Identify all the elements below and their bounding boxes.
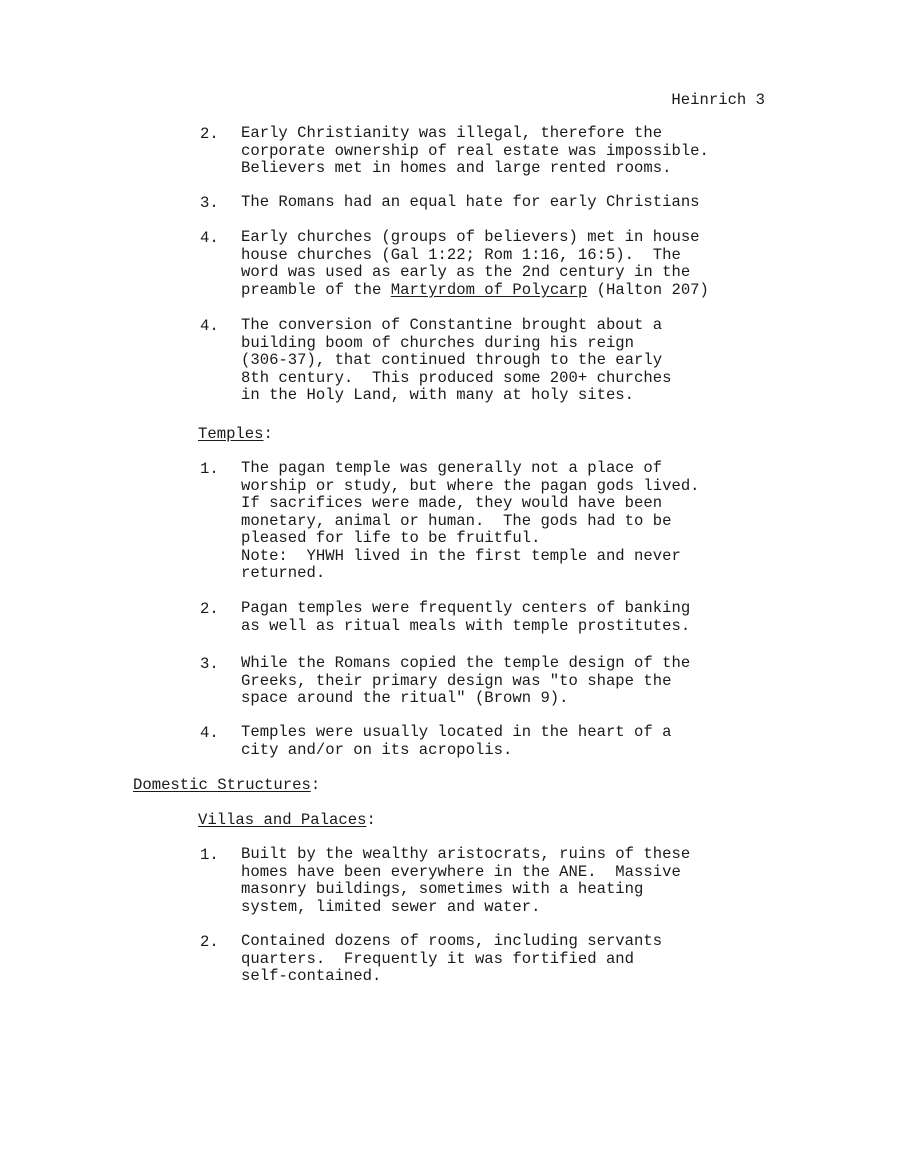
book-title: Martyrdom of Polycarp <box>390 280 588 299</box>
text-segment: preamble of the <box>241 280 391 299</box>
text-line: The Romans had an equal hate for early Christians <box>241 193 700 211</box>
text-line: If sacrifices were made, they would have been <box>241 494 663 512</box>
text-line: The conversion of Constantine brought about a <box>241 316 663 334</box>
item-number: 2. <box>200 933 219 951</box>
text-line: Temples were usually located in the heart of a <box>241 723 672 741</box>
heading-text: Domestic Structures <box>133 776 311 794</box>
text-line: worship or study, but where the pagan gods lived. <box>241 476 700 495</box>
text-line: Early churches (groups of believers) met in house <box>241 228 700 246</box>
item-number: 4. <box>200 229 219 247</box>
text-line: While the Romans copied the temple design of the <box>241 654 691 672</box>
item-text <box>241 229 801 299</box>
item-number: 2. <box>200 125 219 143</box>
item-number: 4. <box>200 724 219 742</box>
item-text <box>241 194 801 212</box>
item-number: 3. <box>200 194 219 212</box>
item-number: 1. <box>200 846 219 864</box>
text-line: The pagan temple was generally not a place of <box>241 459 663 477</box>
item-number: 4. <box>200 317 219 335</box>
text-line: returned. <box>241 564 326 582</box>
text-line: self-contained. <box>241 967 382 985</box>
heading-text: Villas and Palaces <box>198 811 367 829</box>
page-header: Heinrich 3 <box>671 91 765 109</box>
text-line: city and/or on its acropolis. <box>241 740 513 759</box>
text-line: quarters. Frequently it was fortified and <box>241 949 635 968</box>
text-line: as well as ritual meals with temple prostitutes. <box>241 616 691 635</box>
item-text <box>241 933 801 986</box>
item-text <box>241 600 801 635</box>
item-number: 3. <box>200 655 219 673</box>
heading-text: Temples <box>198 425 264 443</box>
heading-colon: : <box>366 811 376 829</box>
heading-colon: : <box>310 776 321 794</box>
text-line: building boom of churches during his reign <box>241 333 635 352</box>
text-line: 8th century. This produced some 200+ churches <box>241 368 672 387</box>
text-line: (306-37), that continued through to the early <box>241 351 663 369</box>
item-text <box>241 460 801 583</box>
text-line <box>241 282 801 300</box>
text-line: Pagan temples were frequently centers of banking <box>241 599 691 617</box>
temples-heading <box>198 425 273 443</box>
text-line: Believers met in homes and large rented rooms. <box>241 159 672 177</box>
item-text <box>241 846 801 916</box>
text-line: Early Christianity was illegal, therefore the <box>241 124 663 142</box>
item-text <box>241 317 801 405</box>
item-text <box>241 724 801 759</box>
text-line: pleased for life to be fruitful. <box>241 529 541 547</box>
item-number: 1. <box>200 460 219 478</box>
item-text <box>241 655 801 708</box>
domestic-structures-heading <box>133 776 320 794</box>
text-line: Built by the wealthy aristocrats, ruins of these <box>241 845 691 863</box>
text-line: homes have been everywhere in the ANE. Massive <box>241 862 681 881</box>
text-line: corporate ownership of real estate was impossible. <box>241 141 709 160</box>
text-line: word was used as early as the 2nd century in the <box>241 263 691 281</box>
text-line: Note: YHWH lived in the first temple and never <box>241 546 681 565</box>
text-line: system, limited sewer and water. <box>241 897 541 916</box>
text-segment: (Halton 207) <box>587 280 709 299</box>
text-line: Greeks, their primary design was "to shape the <box>241 671 672 690</box>
text-line: in the Holy Land, with many at holy sites. <box>241 386 635 404</box>
text-line: masonry buildings, sometimes with a heating <box>241 880 644 898</box>
item-text <box>241 125 801 178</box>
heading-colon: : <box>263 425 273 443</box>
text-line: space around the ritual" (Brown 9). <box>241 689 569 707</box>
text-line: monetary, animal or human. The gods had to be <box>241 511 672 530</box>
text-line: Contained dozens of rooms, including servants <box>241 932 663 950</box>
item-number: 2. <box>200 600 219 618</box>
text-line: house churches (Gal 1:22; Rom 1:16, 16:5). The <box>241 245 681 264</box>
villas-heading <box>198 811 376 829</box>
